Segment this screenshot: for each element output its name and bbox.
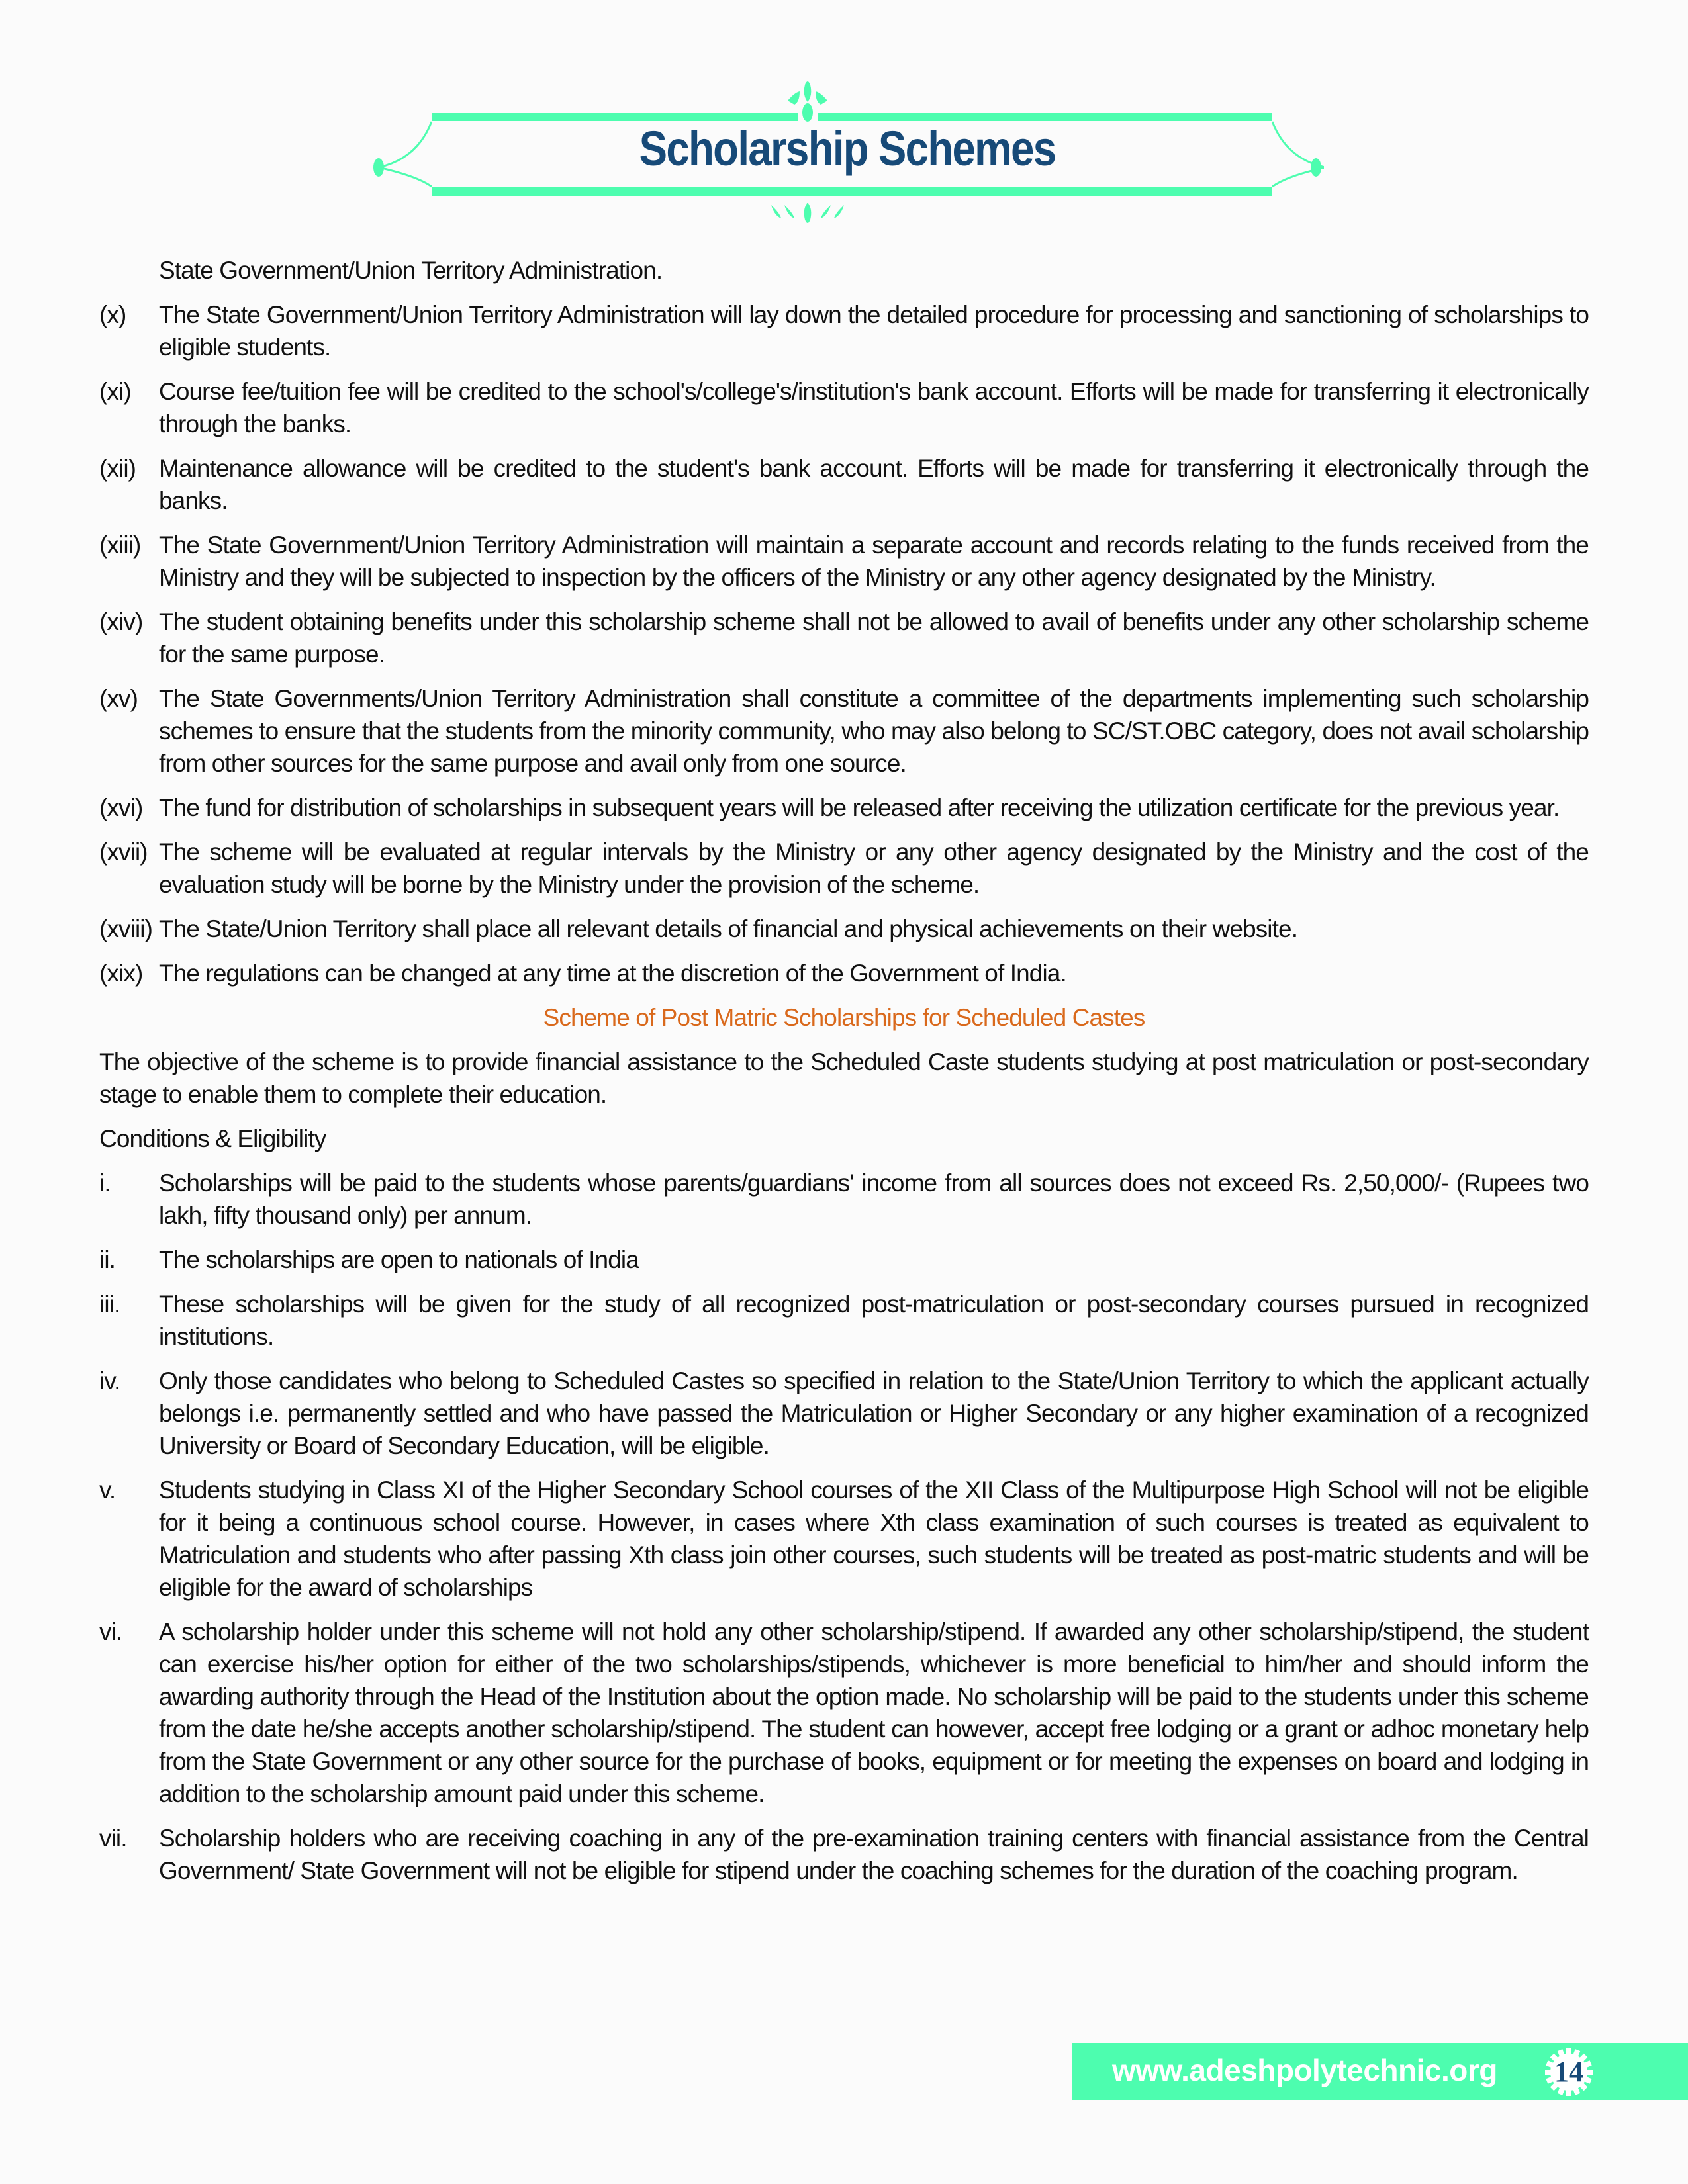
page-title: Scholarship Schemes xyxy=(639,121,1056,176)
list-item xyxy=(99,375,1589,440)
list-item xyxy=(99,1615,1589,1810)
list-item xyxy=(99,957,1589,989)
list-item xyxy=(99,298,1589,363)
continued-text: State Government/Union Territory Administration. xyxy=(159,257,663,284)
list-item xyxy=(99,1244,1589,1276)
item-text: The State/Union Territory shall place all relevant details of financial and physical achievements on their website. xyxy=(159,915,1298,942)
item-number: (xvi) xyxy=(99,794,143,821)
item-text: Scholarship holders who are receiving coaching in any of the pre-examination training centers with financial assistance from the Central Government/ State Government will not be eligible for stipend under the coaching schemes for the duration of the coaching program. xyxy=(159,1825,1589,1884)
item-number: iv. xyxy=(99,1367,120,1394)
list-item xyxy=(99,606,1589,670)
footer-band xyxy=(1072,2043,1688,2100)
item-text: The fund for distribution of scholarships in subsequent years will be released after receiving the utilization certificate for the previous year. xyxy=(159,794,1560,821)
item-text: The regulations can be changed at any time at the discretion of the Government of India. xyxy=(159,960,1066,987)
item-number: (xvii) xyxy=(99,839,148,866)
regulations-list xyxy=(99,298,1589,989)
page-number-badge xyxy=(1542,2044,1595,2097)
conditions-heading: Conditions & Eligibility xyxy=(99,1125,326,1152)
item-number: (xviii) xyxy=(99,915,153,942)
item-text: The State Government/Union Territory Administration will maintain a separate account and records relating to the funds received from the Ministry and they will be subjected to inspection by the officers of the Ministry or any other agency designated by the Ministry. xyxy=(159,531,1589,591)
section-title: Scheme of Post Matric Scholarships for Scheduled Castes xyxy=(543,1004,1145,1031)
item-text: The State Government/Union Territory Administration will lay down the detailed procedure for processing and sanctioning of scholarships to eligible students. xyxy=(159,301,1589,361)
item-text: A scholarship holder under this scheme will not hold any other scholarship/stipend. If awarded any other scholarship/stipend, the student can exercise his/her option for either of the two scholarships/stipends, whichever is more beneficial to him/her and should inform the awarding authority through the Head of the Institution about the option made. No scholarship will be paid to the students under this scheme from the date he/she accepts another scholarship/stipend. The student can however, accept free lodging or a grant or adhoc monetary help from the State Government or any other source for the purchase of books, equipment or for meeting the expenses on board and lodging in addition to the scholarship amount paid under this scheme. xyxy=(159,1618,1589,1807)
item-text: Scholarships will be paid to the students whose parents/guardians' income from all sources does not exceed Rs. 2,50,000/- (Rupees two lakh, fifty thousand only) per annum. xyxy=(159,1169,1589,1229)
list-item xyxy=(99,1167,1589,1232)
item-number: v. xyxy=(99,1477,116,1504)
list-item xyxy=(99,913,1589,945)
list-item xyxy=(99,529,1589,594)
item-number: (xix) xyxy=(99,960,143,987)
item-number: vii. xyxy=(99,1825,127,1852)
item-number: (xiv) xyxy=(99,608,143,635)
list-item xyxy=(99,682,1589,780)
item-text: The State Governments/Union Territory Administration shall constitute a committee of the departments implementing such scholarship schemes to ensure that the students from the minority community, who may also belong to SC/ST.OBC category, does not avail scholarship from other sources for the same purpose and avail only from one source. xyxy=(159,685,1589,777)
item-text: Course fee/tuition fee will be credited to the school's/college's/institution's bank account. Efforts will be made for transferring it electronically through the banks. xyxy=(159,378,1589,437)
item-text: Students studying in Class XI of the Higher Secondary School courses of the XII Class of the Multipurpose High School will not be eligible for it being a continuous school course. However, in cases where Xth class examination of such courses is treated as equivalent to Matriculation and students who after passing Xth class join other courses, such students will be treated as post-matric students and will be eligible for the award of scholarships xyxy=(159,1477,1589,1601)
list-item xyxy=(99,1822,1589,1887)
item-number: (xii) xyxy=(99,455,136,482)
item-text: Maintenance allowance will be credited to the student's bank account. Efforts will be made for transferring it electronically through the banks. xyxy=(159,455,1589,514)
item-number: (xiii) xyxy=(99,531,141,559)
objective-paragraph: The objective of the scheme is to provide financial assistance to the Scheduled Caste students studying at post matriculation or post-secondary stage to enable them to complete their education. xyxy=(99,1048,1589,1108)
item-text: These scholarships will be given for the study of all recognized post-matriculation or post-secondary courses pursued in recognized institutions. xyxy=(159,1291,1589,1350)
item-number: (xi) xyxy=(99,378,131,405)
item-number: vi. xyxy=(99,1618,122,1645)
conditions-list xyxy=(99,1167,1589,1887)
item-number: iii. xyxy=(99,1291,120,1318)
list-item xyxy=(99,1474,1589,1604)
list-item xyxy=(99,1288,1589,1353)
list-item xyxy=(99,792,1589,824)
item-number: (x) xyxy=(99,301,126,328)
list-item xyxy=(99,1365,1589,1462)
list-item xyxy=(99,836,1589,901)
item-number: ii. xyxy=(99,1246,116,1273)
website-link[interactable]: www.adeshpolytechnic.org xyxy=(1112,2053,1497,2087)
item-number: i. xyxy=(99,1169,111,1197)
item-number: (xv) xyxy=(99,685,138,712)
document-body xyxy=(99,254,1589,1899)
item-text: Only those candidates who belong to Scheduled Castes so specified in relation to the State/Union Territory to which the applicant actually belongs i.e. permanently settled and who have passed the Matriculation or Higher Secondary or any higher examination of a recognized University or Board of Secondary Education, will be eligible. xyxy=(159,1367,1589,1459)
list-item xyxy=(99,452,1589,517)
item-text: The scheme will be evaluated at regular intervals by the Ministry or any other agency designated by the Ministry and the cost of the evaluation study will be borne by the Ministry under the provision of the scheme. xyxy=(159,839,1589,898)
page-number: 14 xyxy=(1554,2056,1583,2088)
page-header xyxy=(371,79,1324,232)
item-text: The student obtaining benefits under this scholarship scheme shall not be allowed to avail of benefits under any other scholarship scheme for the same purpose. xyxy=(159,608,1589,668)
item-text: The scholarships are open to nationals of India xyxy=(159,1246,639,1273)
